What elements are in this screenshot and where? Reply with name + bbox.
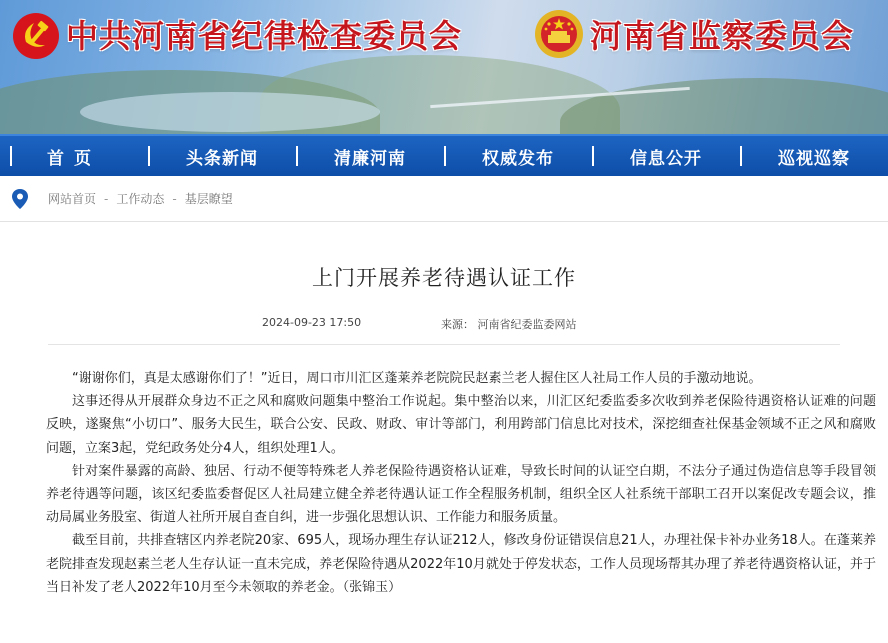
article-paragraph: 针对案件暴露的高龄、独居、行动不便等特殊老人养老保险待遇资格认证难，导致长时间的认证空白期，不法分子通过伪造信息等手段冒领养老待遇等问题，该区纪委监委督促区人社局建立健全养老待遇认证工作全程服务机制，组织全区人社系统干部职工召开以案促改专题会议，推动局属业务股室、街道人社所开展自查自纠，进一步强化思想认识、工作能力和服务质量。 — [46, 463, 876, 526]
article-title: 上门开展养老待遇认证工作 — [312, 266, 576, 290]
nav-item-info-disclosure[interactable]: 信息公开 — [592, 136, 740, 176]
article-body — [46, 367, 876, 599]
nav-item-home[interactable]: 首页 — [0, 136, 148, 176]
nav-item-official-release[interactable]: 权威发布 — [444, 136, 592, 176]
breadcrumb — [0, 176, 888, 222]
article-date: 2024-09-23 17:50 — [262, 316, 362, 329]
main-nav — [0, 134, 888, 176]
party-emblem-icon — [12, 12, 60, 60]
site-title-left[interactable]: 中共河南省纪律检查委员会 — [66, 17, 463, 55]
banner-landscape — [560, 78, 888, 134]
article-paragraph: 截至目前，共排查辖区内养老院20家、695人，现场办理生存认证212人，修改身份证错误信息21人，办理社保卡补办业务18人。在蓬莱养老院排查发现赵素兰老人生存认证一直未完成，养老保险待遇从2022年10月就处于停发状态，工作人员现场帮其办理了养老待遇资格认证，并于当日补发了老人2022年10月至今未领取的养老金。（张锦玉） — [46, 533, 876, 595]
nav-item-headlines[interactable]: 头条新闻 — [148, 136, 296, 176]
article-paragraph: “谢谢你们，真是太感谢你们了！”近日，周口市川汇区蓬莱养老院院民赵素兰老人握住区人社局工作人员的手激动地说。 — [72, 371, 762, 386]
article-source: 来源： 河南省纪委监委网站 — [441, 318, 577, 331]
national-emblem-icon — [534, 9, 584, 59]
breadcrumb-grassroots-link[interactable]: 基层瞭望 — [184, 192, 233, 206]
breadcrumb-separator: - — [172, 191, 177, 206]
location-pin-icon — [10, 188, 30, 210]
site-banner — [0, 0, 888, 134]
site-title-right[interactable]: 河南省监察委员会 — [590, 17, 855, 55]
banner-water — [80, 92, 380, 132]
article-paragraph: 这事还得从开展群众身边不正之风和腐败问题集中整治工作说起。集中整治以来，川汇区纪委监委多次收到养老保险待遇资格认证难的问题反映，遂聚焦“小切口”、服务大民生，联合公安、民政、财政、审计等部门，利用跨部门信息比对技术，深挖细查社保基金领域不正之风和腐败问题，立案3起，党纪政务处分4人，组织处理1人。 — [46, 394, 876, 456]
divider — [48, 344, 840, 345]
breadcrumb-home-link[interactable]: 网站首页 — [48, 192, 97, 206]
breadcrumb-separator: - — [104, 191, 109, 206]
nav-item-inspection[interactable]: 巡视巡察 — [740, 136, 888, 176]
breadcrumb-work-news-link[interactable]: 工作动态 — [116, 192, 165, 206]
nav-item-clean-henan[interactable]: 清廉河南 — [296, 136, 444, 176]
